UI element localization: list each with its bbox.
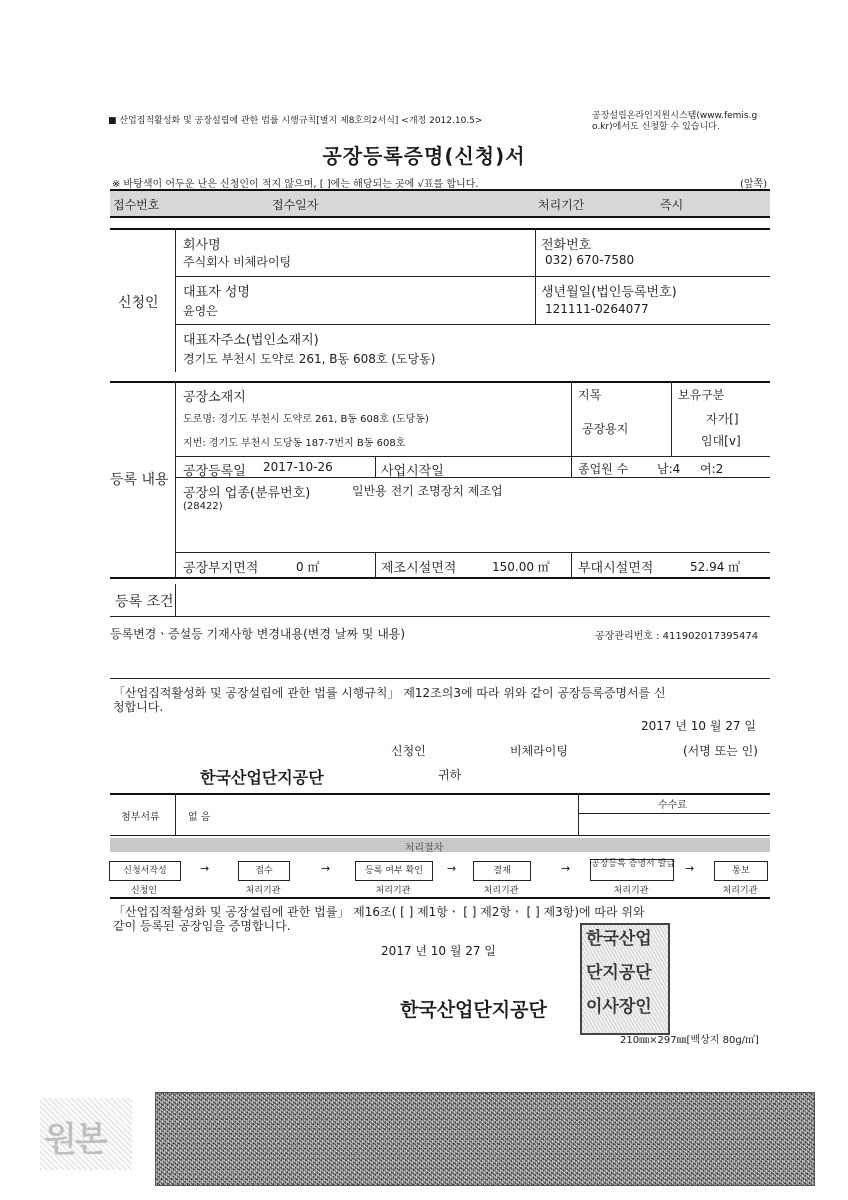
rule	[175, 584, 176, 616]
recipient-organization: 한국산업단지공단	[200, 768, 324, 787]
process-actor: 처리기관	[613, 886, 649, 896]
receipt-number-label: 접수번호	[113, 198, 160, 212]
company-name-value: 주식회사 비체라이팅	[183, 255, 292, 269]
arrow-icon: →	[447, 862, 457, 875]
employees-label: 종업원 수	[578, 462, 629, 476]
employees-male: 남:4	[657, 462, 681, 476]
representative-value: 윤영은	[183, 304, 218, 318]
factory-land-label: 공장용지	[582, 422, 629, 436]
page-side: (앞쪽)	[740, 179, 768, 190]
application-statement-1: 「산업집적활성화 및 공장설립에 관한 법률 시행규칙」 제12조의3에 따라 위와 같이 공장등록증명서를 신	[113, 686, 666, 700]
process-step-approval: 결재	[473, 861, 531, 881]
applicant-label: 신청인	[391, 744, 426, 758]
industry-label: 공장의 업종(분류번호)	[183, 486, 311, 501]
phone-value: 032) 670-7580	[545, 253, 635, 267]
applicant-section-label: 신청인	[118, 295, 159, 311]
auxiliary-area-label: 부대시설면적	[578, 561, 654, 576]
registration-section-label: 등록 내용	[110, 472, 169, 488]
process-actor: 처리기관	[245, 886, 281, 896]
lease-option: 임대[v]	[701, 434, 741, 448]
receipt-date-label: 접수일자	[272, 198, 319, 212]
recipient-honorific: 귀하	[438, 768, 462, 782]
rule	[110, 228, 770, 230]
rule	[175, 552, 770, 553]
rule	[175, 456, 770, 457]
process-title: 처리절차	[404, 843, 444, 854]
original-mark-text: 원본	[44, 1120, 106, 1160]
original-watermark	[40, 1098, 132, 1170]
rule	[175, 381, 176, 577]
rule	[571, 456, 572, 477]
site-area-value: 0 ㎡	[296, 560, 320, 574]
process-actor: 처리기관	[722, 886, 758, 896]
industry-code: (28422)	[183, 501, 223, 512]
attachments-label: 첨부서류	[121, 812, 160, 823]
process-actor: 처리기관	[375, 886, 411, 896]
land-category-label: 지목	[578, 388, 602, 402]
business-start-label: 사업시작일	[381, 464, 444, 479]
registration-date-value: 2017-10-26	[263, 460, 333, 474]
attachments-value: 없 음	[188, 812, 211, 823]
rule	[110, 793, 770, 795]
rule	[571, 552, 572, 577]
online-note-line-1: 공장설립온라인지원시스템(www.femis.g	[592, 111, 758, 121]
certificate-statement-1: 「산업집적활성화 및 공장설립에 관한 법률」 제16조( [ ] 제1항ㆍ [ ] 제2항ㆍ [ ] 제3항)에 따라 위와	[113, 905, 645, 919]
own-option: 자가[]	[706, 412, 739, 426]
form-title: 공장등록증명(신청)서	[322, 144, 526, 168]
law-reference: ■ 산업집적활성화 및 공장설립에 관한 법률 시행규칙[별지 제8호의2서식] <개정 2012.10.5>	[108, 116, 483, 126]
rule	[110, 189, 770, 191]
birth-date-label: 생년월일(법인등록번호)	[541, 285, 677, 300]
manufacturing-area-value: 150.00 ㎡	[492, 560, 550, 574]
arrow-icon: →	[321, 862, 331, 875]
address-label: 대표자주소(법인소재지)	[183, 333, 319, 348]
rule	[571, 381, 572, 456]
manufacturing-area-label: 제조시설면적	[381, 561, 457, 576]
online-note	[592, 111, 757, 133]
issuing-organization: 한국산업단지공단	[400, 999, 547, 1021]
rule	[110, 835, 770, 836]
process-step-verification: 등록 여부 확인	[355, 861, 433, 881]
address-value: 경기도 부천시 도약로 261, B동 608호 (도당동)	[183, 352, 436, 366]
rule	[110, 616, 770, 617]
registration-date-label: 공장등록일	[183, 464, 246, 479]
representative-label: 대표자 성명	[183, 285, 250, 300]
application-statement-2: 청합니다.	[113, 700, 164, 714]
factory-location-label: 공장소재지	[183, 390, 246, 405]
rule	[375, 456, 376, 477]
paper-specification: 210㎜×297㎜[백상지 80g/㎡]	[620, 1035, 759, 1046]
road-address: 도로명: 경기도 부천시 도약로 261, B동 608호 (도당동)	[183, 414, 429, 425]
arrow-icon: →	[200, 862, 210, 875]
rule	[110, 216, 770, 218]
process-step-issuance: 공장등록 증명서 발급	[590, 859, 674, 881]
changes-label: 등록변경ㆍ증설등 기재사항 변경내용(변경 날짜 및 내용)	[110, 627, 406, 641]
process-actor: 처리기관	[483, 886, 519, 896]
processing-period-value: 즉시	[660, 198, 684, 212]
rule	[175, 276, 770, 277]
rule	[175, 324, 770, 325]
processing-period-label: 처리기간	[538, 198, 585, 212]
rule	[671, 381, 672, 456]
rule	[578, 813, 770, 814]
seal-text-line: 단지공단	[586, 963, 652, 983]
process-step-application: 신청서작성	[109, 861, 181, 881]
rule	[175, 228, 176, 372]
process-actor-applicant: 신청인	[130, 886, 158, 896]
rule	[110, 577, 770, 579]
security-pattern	[155, 1092, 815, 1186]
ownership-label: 보유구분	[678, 388, 725, 402]
online-note-line-2: o.kr)에서도 신청할 수 있습니다.	[592, 122, 720, 132]
seal-text-line: 한국산업	[586, 929, 652, 949]
seal-text-line: 이사장인	[586, 997, 652, 1017]
rule	[110, 678, 770, 679]
rule	[110, 897, 770, 899]
employees-female: 여:2	[700, 462, 724, 476]
phone-label: 전화번호	[541, 238, 592, 253]
rule	[578, 793, 579, 835]
certificate-date: 2017 년 10 월 27 일	[381, 944, 496, 958]
official-seal	[580, 923, 670, 1035]
instruction-note: ※ 바탕색이 어두운 난은 신청인이 적지 않으며, [ ]에는 해당되는 곳에 √표를 합니다.	[112, 179, 479, 190]
process-step-receipt: 접수	[238, 861, 290, 881]
site-area-label: 공장부지면적	[183, 561, 259, 576]
company-name-label: 회사명	[183, 238, 221, 253]
application-date: 2017 년 10 월 27 일	[641, 719, 756, 733]
arrow-icon: →	[685, 862, 695, 875]
industry-value: 일반용 전기 조명장치 제조업	[352, 484, 503, 498]
factory-management-number: 공장관리번호 : 411902017395474	[595, 631, 759, 642]
conditions-label: 등록 조건	[115, 594, 174, 610]
lot-address: 지번: 경기도 부천시 도당동 187-7번지 B동 608호	[183, 438, 406, 449]
signature-note: (서명 또는 인)	[683, 744, 758, 758]
process-step-notification: 통보	[714, 861, 768, 881]
auxiliary-area-value: 52.94 ㎡	[690, 560, 741, 574]
applicant-name: 비체라이팅	[510, 744, 568, 758]
rule	[375, 552, 376, 577]
rule	[175, 477, 770, 478]
fee-label: 수수료	[658, 800, 687, 811]
rule	[175, 793, 176, 835]
birth-date-value: 121111-0264077	[545, 302, 649, 316]
arrow-icon: →	[561, 862, 571, 875]
certificate-statement-2: 같이 등록된 공장임을 증명합니다.	[113, 919, 291, 933]
